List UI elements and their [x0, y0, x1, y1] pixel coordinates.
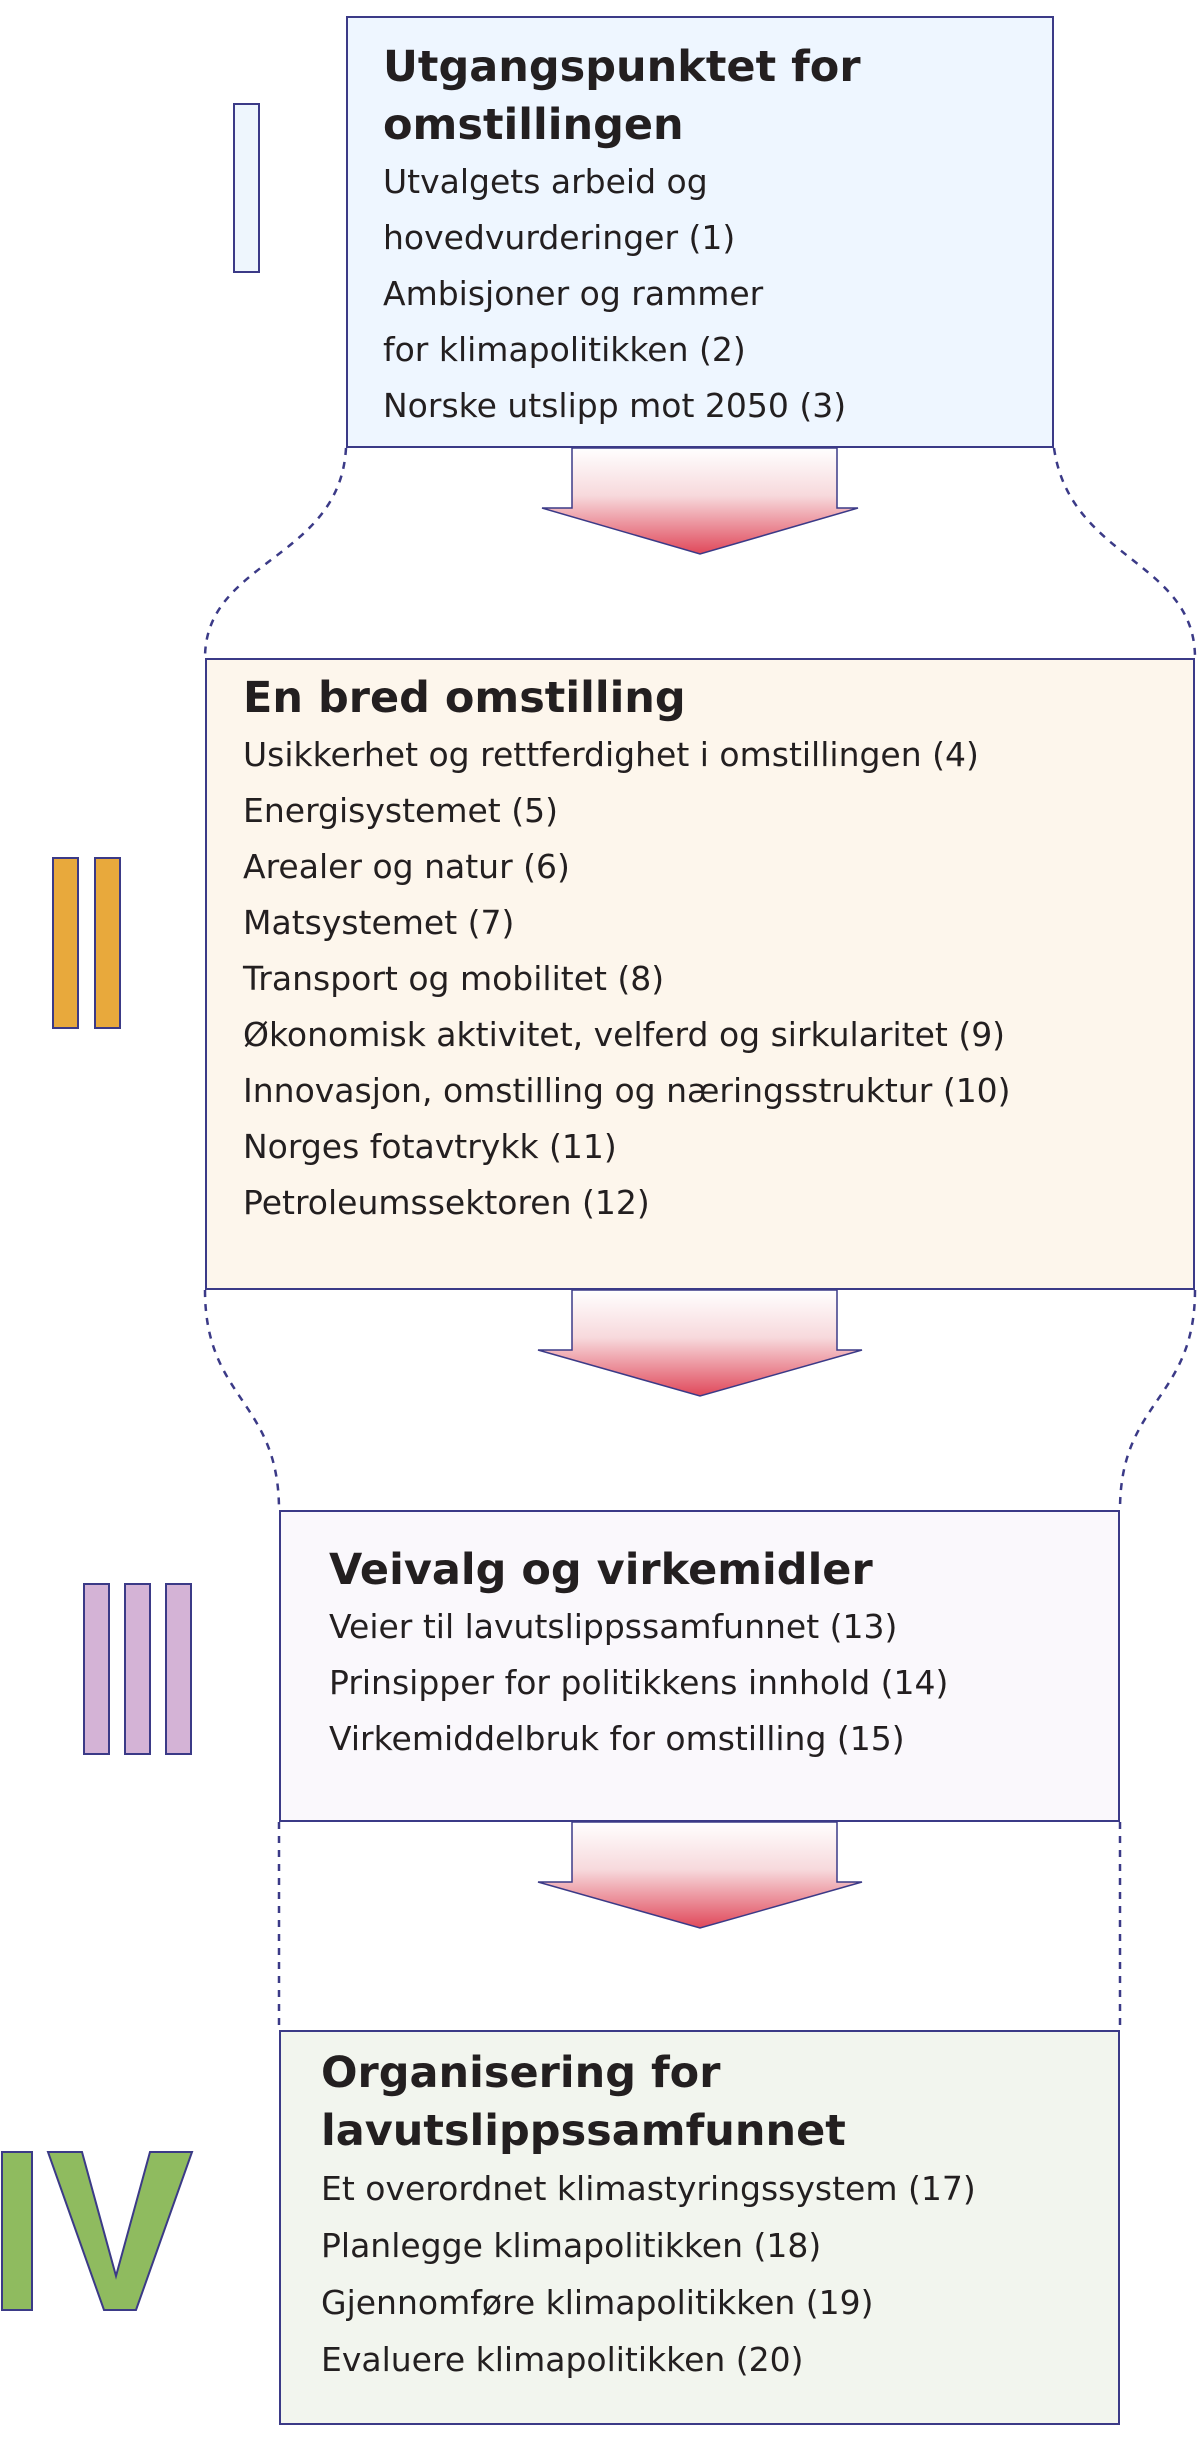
- chapter-item: Virkemiddelbruk for omstilling (15): [329, 1719, 905, 1758]
- chapter-item: Innovasjon, omstilling og næringsstruktur (10): [243, 1071, 1011, 1110]
- section-organisering: [279, 2030, 1120, 2425]
- chapter-list: [329, 1599, 1098, 1767]
- chapter-item: Prinsipper for politikkens innhold (14): [329, 1663, 949, 1702]
- chapter-item: Usikkerhet og rettferdighet i omstillingen (4): [243, 735, 979, 774]
- chapter-item: Veier til lavutslippssamfunnet (13): [329, 1607, 898, 1646]
- chapter-item: Evaluere klimapolitikken (20): [321, 2340, 804, 2379]
- down-arrow-1: [542, 448, 858, 554]
- roman-numeral-4: [0, 2140, 200, 2320]
- section-title: Veivalg og virkemidler: [329, 1545, 873, 1595]
- chapter-list: [383, 154, 1032, 434]
- chapter-list: [243, 727, 1173, 1231]
- chapter-item: Økonomisk aktivitet, velferd og sirkularitet (9): [243, 1015, 1006, 1054]
- chapter-item: Planlegge klimapolitikken (18): [321, 2226, 822, 2265]
- chapter-item: Petroleumssektoren (12): [243, 1183, 650, 1222]
- dashed-connector-left-1: [205, 448, 346, 658]
- chapter-item: Et overordnet klimastyringssystem (17): [321, 2169, 976, 2208]
- section-title: Organisering for lavutslippssamfunnet: [321, 2048, 846, 2156]
- section-title: En bred omstilling: [243, 673, 686, 723]
- dashed-connector-right-2: [1120, 1290, 1195, 1510]
- chapter-list: [321, 2160, 1098, 2388]
- chapter-item: Transport og mobilitet (8): [243, 959, 665, 998]
- dashed-connector-left-2: [205, 1290, 279, 1510]
- chapter-item: Gjennomføre klimapolitikken (19): [321, 2283, 874, 2322]
- section-bred-omstilling: [205, 658, 1195, 1290]
- chapter-item: Arealer og natur (6): [243, 847, 570, 886]
- chapter-item: Energisystemet (5): [243, 791, 558, 830]
- section-utgangspunktet: [346, 16, 1054, 448]
- down-arrow-2: [538, 1290, 862, 1396]
- chapter-item: Ambisjoner og rammer for klimapolitikken (2): [383, 274, 764, 369]
- section-veivalg: [279, 1510, 1120, 1822]
- dashed-connector-right-1: [1054, 448, 1195, 658]
- chapter-item: Norske utslipp mot 2050 (3): [383, 386, 847, 425]
- chapter-item: Utvalgets arbeid og hovedvurderinger (1): [383, 162, 736, 257]
- section-title: Utgangspunktet for omstillingen: [383, 42, 861, 150]
- chapter-item: Matsystemet (7): [243, 903, 515, 942]
- down-arrow-3: [538, 1822, 862, 1928]
- chapter-item: Norges fotavtrykk (11): [243, 1127, 617, 1166]
